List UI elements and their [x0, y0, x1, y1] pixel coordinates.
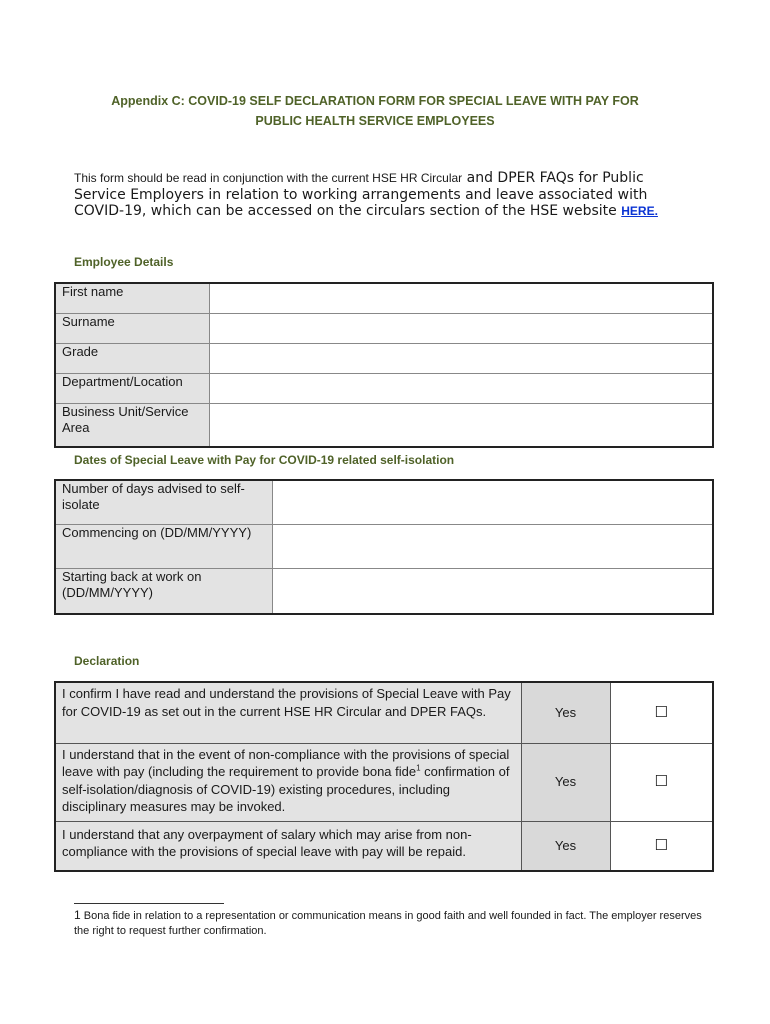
grade-label: Grade — [55, 343, 209, 373]
department-location-label: Department/Location — [55, 373, 209, 403]
table-row — [55, 821, 713, 871]
department-location-field[interactable] — [209, 373, 713, 403]
checkbox-2[interactable]: ☐ — [610, 743, 713, 821]
footnote-ref: 1 — [416, 763, 421, 773]
table-row — [55, 682, 713, 743]
declaration-text-2 — [55, 743, 521, 821]
table-row — [55, 283, 713, 313]
intro-text-2: and DPER FAQs for Public Service Employers in relation to working arrangements and leave associated with COVID-19, which can be accessed on the circulars section of the HSE website — [74, 170, 648, 219]
declaration-heading: Declaration — [74, 654, 140, 668]
title-line-1: Appendix C: COVID-19 SELF DECLARATION FORM FOR SPECIAL LEAVE WITH PAY FOR — [111, 94, 639, 108]
back-at-work-field[interactable] — [272, 568, 713, 614]
table-row — [55, 568, 713, 614]
yes-label-3: Yes — [521, 821, 610, 871]
declaration-text-2a: I understand that in the event of non-compliance with the provisions of special leave with pay (including the requirement to provide bona fide — [62, 746, 510, 779]
footnote-number: 1 — [74, 908, 81, 922]
first-name-label: First name — [55, 283, 209, 313]
here-link[interactable]: HERE. — [621, 204, 658, 218]
commencing-on-field[interactable] — [272, 524, 713, 568]
business-unit-field[interactable] — [209, 403, 713, 447]
dates-heading: Dates of Special Leave with Pay for COVID-19 related self-isolation — [74, 453, 455, 467]
first-name-field[interactable] — [209, 283, 713, 313]
declaration-text-1: I confirm I have read and understand the provisions of Special Leave with Pay for COVID-19 as set out in the current HSE HR Circular and DPER FAQs. — [55, 682, 521, 743]
footnote — [74, 908, 704, 938]
table-row — [55, 313, 713, 343]
table-row — [55, 343, 713, 373]
declaration-text-2b: confirmation of self-isolation/diagnosis of COVID-19) existing procedures, including disciplinary measures may be invoked. — [62, 764, 510, 814]
table-row — [55, 743, 713, 821]
table-row — [55, 403, 713, 447]
intro-paragraph — [74, 170, 694, 220]
table-row — [55, 373, 713, 403]
employee-details-heading: Employee Details — [74, 255, 174, 269]
footnote-divider — [74, 903, 224, 904]
declaration-table — [54, 681, 714, 872]
declaration-text-3: I understand that any overpayment of salary which may arise from non-compliance with the provisions of special leave with pay will be repaid. — [55, 821, 521, 871]
days-advised-field[interactable] — [272, 480, 713, 524]
table-row — [55, 480, 713, 524]
back-at-work-label: Starting back at work on (DD/MM/YYYY) — [55, 568, 272, 614]
table-row — [55, 524, 713, 568]
yes-label-2: Yes — [521, 743, 610, 821]
yes-label-1: Yes — [521, 682, 610, 743]
checkbox-3[interactable]: ☐ — [610, 821, 713, 871]
surname-label: Surname — [55, 313, 209, 343]
checkbox-1[interactable]: ☐ — [610, 682, 713, 743]
dates-table — [54, 479, 714, 615]
employee-details-table — [54, 282, 714, 448]
form-title — [60, 91, 690, 131]
business-unit-label: Business Unit/Service Area — [55, 403, 209, 447]
grade-field[interactable] — [209, 343, 713, 373]
commencing-on-label: Commencing on (DD/MM/YYYY) — [55, 524, 272, 568]
footnote-text: Bona fide in relation to a representation or communication means in good faith and well founded in fact. The employer reserves the right to request further confirmation. — [74, 910, 702, 937]
intro-text-1: This form should be read in conjunction with the current HSE HR Circular — [74, 171, 463, 185]
surname-field[interactable] — [209, 313, 713, 343]
title-line-2: PUBLIC HEALTH SERVICE EMPLOYEES — [255, 114, 495, 128]
days-advised-label: Number of days advised to self-isolate — [55, 480, 272, 524]
